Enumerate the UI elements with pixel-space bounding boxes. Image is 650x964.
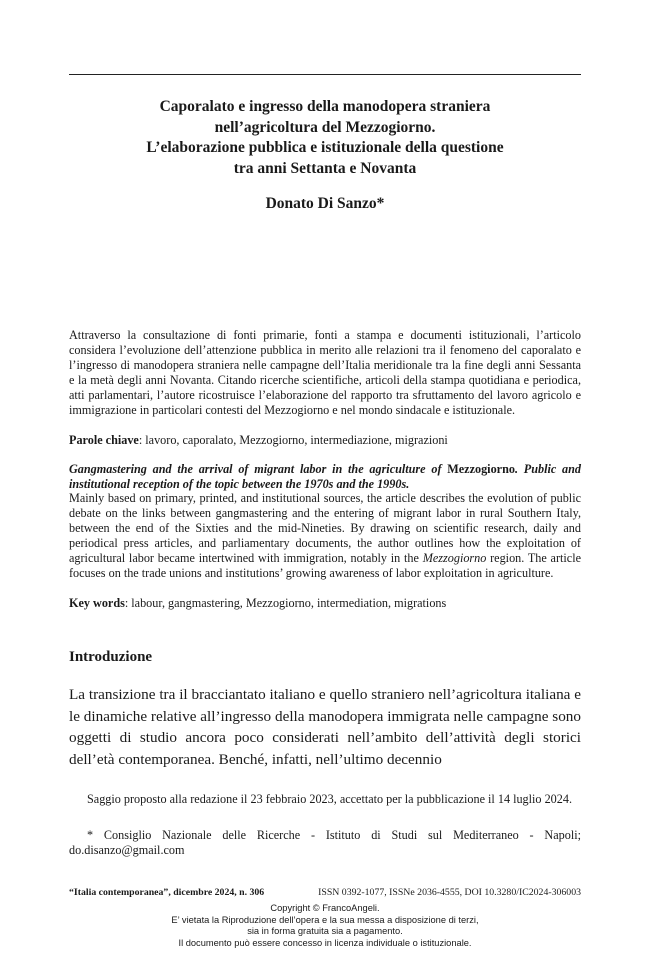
copyright-line: Il documento può essere concesso in licenza individuale o istituzionale. <box>178 937 472 948</box>
abstract-fragment: region. The article focuses on the trade unions and institutions’ growing awareness of labor exploitation in agriculture. <box>69 551 582 580</box>
footer-citation <box>69 887 581 898</box>
title-line: L’elaborazione pubblica e istituzionale della questione <box>146 139 504 156</box>
abstract-italian: Attraverso la consultazione di fonti primarie, fonti a stampa e documenti istituzionali, l’articolo considera l’evoluzione dell’attenzione pubblica in merito alle relazioni tra il fenomeno del caporalato e l’ingresso di manodopera straniera nelle campagne dell’Italia meridionale tra la fine degli anni Sessanta e la metà degli anni Novanta. Citando ricerche scientifiche, articoli della stampa quotidiana e periodica, atti parlamentari, l’autore ricostruisce l’elaborazione del rapporto tra sfruttamento del lavoro agricolo e immigrazione in particolari contesti del Mezzogiorno e nel mondo sindacale e istituzionale. <box>69 328 581 417</box>
copyright-line: sia in forma gratuita sia a pagamento. <box>247 926 403 937</box>
keywords-list: : lavoro, caporalato, Mezzogiorno, intermediazione, migrazioni <box>138 433 448 447</box>
copyright-line: E’ vietata la Riproduzione dell’opera e la sua messa a disposizione di terzi, <box>171 914 479 925</box>
copyright-notice <box>69 903 581 949</box>
keywords-label: Parole chiave <box>69 433 139 447</box>
title-fragment: Gangmastering and the arrival of migrant labor in the agriculture of <box>69 462 448 476</box>
title-fragment: . Public and institutional reception of the topic between the 1970s and the 1990s. <box>69 462 581 491</box>
header-rule <box>69 74 581 75</box>
article-author: Donato Di Sanzo* <box>265 195 385 212</box>
footnote: Saggio proposto alla redazione il 23 febbraio 2023, accettato per la pubblicazione il 14 luglio 2024. <box>87 792 572 806</box>
journal-citation: “Italia contemporanea”, dicembre 2024, n. 306 <box>69 887 265 898</box>
title-fragment: Mezzogiorno <box>447 462 515 476</box>
footnote: * Consiglio Nazionale delle Ricerche - Istituto di Studi sul Mediterraneo - Napoli; do.disanzo@gmail.com <box>69 828 581 857</box>
title-line: tra anni Settanta e Novanta <box>233 159 417 177</box>
section-heading: Introduzione <box>69 649 153 665</box>
abstract-fragment: Mezzogiorno <box>422 551 487 565</box>
keywords-list: : labour, gangmastering, Mezzogiorno, intermediation, migrations <box>124 596 447 610</box>
body-paragraph: La transizione tra il bracciantato italiano e quello straniero nell’agricoltura italiana e le dinamiche relative all’ingresso della manodopera immigrata nelle campagne sono oggetti di studio ancora poco considerati nell’ambito dell’attività degli storici dell’età contemporanea. Benché, infatti, nell’ultimo decennio <box>69 686 581 768</box>
title-line: nell’agricoltura del Mezzogiorno. <box>214 118 436 136</box>
keywords-italian <box>69 433 581 448</box>
keywords-label: Key words <box>69 596 125 610</box>
copyright-line: Copyright © FrancoAngeli. <box>270 903 380 913</box>
abstract-fragment: Mainly based on primary, printed, and institutional sources, the article describes the evolution of public debate on the links between gangmastering and the entering of migrant labor in rural Southern Italy, between the end of the Sixties and the mid-Nineties. By drawing on scientific research, daily and periodical press articles, and parliamentary documents, the author outlines how the exploitation of agricultural labor became intertwined with immigration, notably in the <box>69 491 581 565</box>
journal-identifiers: ISSN 0392-1077, ISSNe 2036-4555, DOI 10.3280/IC2024-306003 <box>318 887 581 898</box>
keywords-english <box>69 596 581 611</box>
article-title <box>69 97 581 179</box>
title-line: Caporalato e ingresso della manodopera straniera <box>159 98 491 115</box>
abstract-english <box>69 491 581 581</box>
abstract-english-title <box>69 462 581 492</box>
